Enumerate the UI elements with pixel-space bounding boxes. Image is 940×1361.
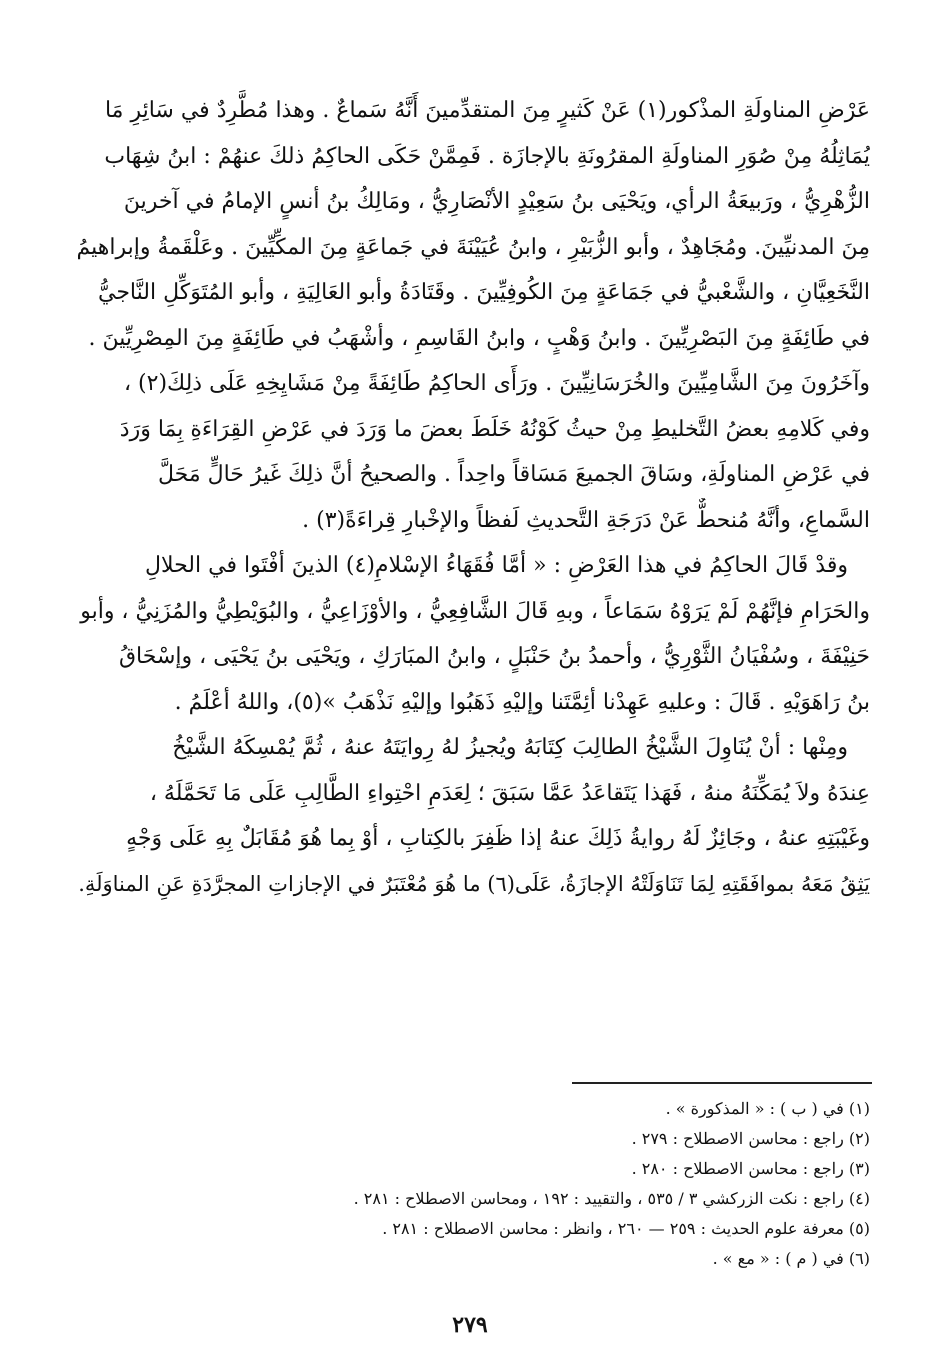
page-number: ٢٧٩: [452, 1312, 488, 1338]
text-line: وقدْ قَالَ الحاكِمُ في هذا العَرْضِ : « أمَّا فُقَهَاءُ الإسْلامِ(٤) الذينَ أفْتَوا في الحلالِ: [144, 553, 848, 578]
main-text: [68, 88, 870, 907]
text-line: يَثِقُ مَعَهُ بموافَقَتِهِ لِمَا تَنَاوَلَتْهُ الإجازَةُ، عَلَى(٦) ما هُوَ مُعْتَبَرٌ في الإجازاتِ المجرَّدَةِ عَنِ المناوَلَةِ.: [78, 871, 870, 896]
text-line: الزُّهْرِيُّ ، ورَبيعَةُ الرأي، ويَحْيَى بنُ سَعِيْدٍ الأنْصَارِيُّ ، ومَالِكُ بنُ أنسٍ الإمامُ في آخرينَ: [123, 189, 870, 214]
text-line: وغَيْبَتِهِ عنهُ ، وجَائِزٌ لَهُ روايةُ ذَلِكَ عنهُ إذا ظَفِرَ بالكِتابِ ، أوْ بِما هُوَ مُقَابَلٌ بِهِ عَلَى وَجْهٍ: [126, 826, 870, 851]
text-line: عَرْضِ المناولَةِ المذْكور(١) عَنْ كَثيرٍ مِنَ المتقدِّمينَ أَنَّهُ سَماعٌ . وهذا مُطَّرِدٌ في سَائِرِ مَا: [104, 98, 870, 123]
text-line: وآخَرُونَ مِنَ الشَّامِيِّينَ والخُرَسَانِيِّينَ . ورَأَى الحاكِمُ طَائِفَةً مِنْ مَشَايِخِهِ عَلَى ذلِكَ(٢) ،: [123, 371, 870, 396]
footnote: (٢) راجع : محاسن الاصطلاح : ٢٧٩ .: [631, 1129, 870, 1148]
text-line: عِندَهُ ولاَ يُمَكِّنَهُ منهُ ، فَهَذا يَتَقاعَدُ عَمَّا سَبَقَ ؛ لِعَدَمِ احْتِواءِ الطَّالِبِ عَلَى مَا تَحَمَّلَهُ ،: [149, 780, 870, 806]
text-line: السَّماعِ، وأنَّهُ مُنحطٌّ عَنْ دَرَجَةِ التَّحديثِ لَفظاً والإخْبارِ قِراءَةً(٣) .: [302, 507, 870, 533]
footnote: (٦) في ( م ) : « مع » .: [712, 1249, 870, 1268]
text-line: في عَرْضِ المناولَةِ، وسَاقَ الجميعَ مَسَاقاً واحِداً . والصحيحُ أنَّ ذلِكَ غَيرُ حَالٍّ مَحَلَّ: [157, 462, 870, 487]
text-line: ومِنْها : أنْ يُنَاوِلَ الشَّيْخُ الطالِبَ كِتَابَهُ ويُجيزُ لهُ رِوايَتَهُ عنهُ ، ثُمَّ يُمْسِكَهُ الشَّيْخُ: [172, 735, 848, 760]
text-line: يُمَاثِلُهُ مِنْ صُوَرِ المناولَةِ المقرُونَةِ بالإجازَة . فَمِمَّنْ حَكَى الحاكِمُ ذلكَ عنهُمْ : ابنُ شِهَاب: [104, 143, 870, 169]
text-line: النَّخَعِيَّانِ ، والشَّعْبيُّ في جَمَاعَةٍ مِنَ الكُوفِيِّينَ . وقَتَادَةُ وأبو العَالِيَةِ ، وأبو المُتَوَكِّلِ النَّاجيُّ: [97, 280, 870, 305]
text-line: والحَرَامِ فإنَّهُمْ لَمْ يَرَوْهُ سَمَاعاً ، وبهِ قَالَ الشَّافِعِيُّ ، والأوْزَاعِيُّ ، والبُوَيْطِيُّ والمُزَنِيُّ ، وأبو: [80, 598, 870, 624]
footnote: (٥) معرفة علوم الحديث : ٢٥٩ — ٢٦٠ ، وانظر : محاسن الاصطلاح : ٢٨١ .: [382, 1219, 870, 1238]
footnote-separator: [572, 1082, 872, 1084]
footnote: (٤) راجع : نكت الزركشي ٣ / ٥٣٥ ، والتقييد : ١٩٢ ، ومحاسن الاصطلاح : ٢٨١ .: [353, 1189, 870, 1208]
footnotes: [68, 1094, 870, 1274]
footnote: (١) في ( ب ) : « المذكورة » .: [665, 1099, 870, 1118]
text-line: مِنَ المدنيِّينَ. ومُجَاهِدٌ ، وأبو الزُّبَيْرِ ، وابنُ عُيَيْنَةَ في جَماعَةٍ مِنَ المكِّيِّينَ . وعَلْقَمةُ وإبراهيمُ: [76, 234, 870, 260]
text-line: حَنِيْفَةَ ، وسُفْيَانُ الثَّوْرِيُّ ، وأحمدُ بنُ حَنْبَلٍ ، وابنُ المبَارَكِ ، ويَحْيَى بنُ يَحْيَى ، وإسْحَاقُ: [118, 644, 870, 669]
text-line: وفي كَلامِهِ بعضُ التَّخليطِ مِنْ حيثُ كَوْنُهُ خَلَطَ بعضَ ما وَرَدَ في عَرْضِ القِرَاءَةِ بِمَا وَرَدَ: [119, 416, 870, 442]
footnote: (٣) راجع : محاسن الاصطلاح : ٢٨٠ .: [631, 1159, 870, 1178]
text-line: في طَائِفَةٍ مِنَ البَصْرِيِّينَ . وابنُ وَهْبٍ ، وابنُ القَاسِمِ ، وأشْهَبُ في طَائِفَةٍ مِنَ المِصْرِيِّينَ .: [88, 325, 870, 351]
text-line: بنُ رَاهَوَيْهِ . قَالَ : وعليهِ عَهِدْنا أئِمَّتَنا وإليْهِ ذَهَبُوا وإليْهِ نَذْهَبُ »(٥)، واللهُ أعْلَمُ .: [174, 689, 870, 715]
